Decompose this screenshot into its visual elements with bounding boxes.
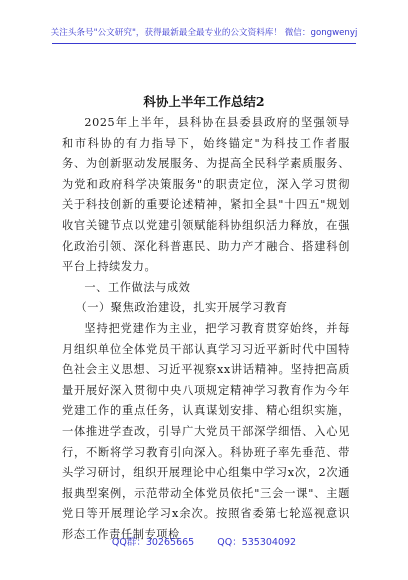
footer-qq: QQ：535304092 — [217, 537, 297, 548]
footer-qq-group: QQ群：30265665 — [111, 537, 195, 548]
header-divider — [52, 43, 356, 44]
subsection-heading: （一）聚焦政治建设，扎实开展学习教育 — [75, 301, 288, 315]
header-banner: 关注头条号"公文研究"，获得最新最全最专业的公文资料库！ 微信：gongwenyj — [50, 28, 358, 38]
footer-contact — [0, 534, 408, 548]
body-paragraph: 坚持把党建作为主业，把学习教育贯穿始终，并每月组织单位全体党员干部认真学习习近平新时代中国特色社会主义思想、习近平视察xx讲话精神。坚持把高质量开展好深入贯彻中央八项规定精神学习教育作为今年党建工作的重点任务，认真谋划安排、精心组织实施，一体推进学查改，引导广大党员干部深学细悟、入心见行，不断将学习教育引向深入。科协班子率先垂范、带头学习研讨，组织开展理论中心组集中学习x次，2次通报典型案例，示范带动全体党员依托"三会一课"、主题党日等开展理论学习x余次。按照省委第七轮巡视意识形态工作责任制专项检 — [62, 321, 350, 541]
document-title: 科协上半年工作总结2 — [143, 94, 265, 109]
document-body — [62, 113, 350, 545]
section-heading: 一、工作做法与成效 — [84, 280, 191, 294]
intro-paragraph: 2025年上半年，县科协在县委县政府的坚强领导和市科协的有力指导下，始终锚定"为科技工作者服务、为创新驱动发展服务、为提高全民科学素质服务、为党和政府科学决策服务"的职责定位，深入学习贯彻关于科技创新的重要论述精神，紧扣全县"十四五"规划收官关键节点以党建引领赋能科协组织活力释放，在强化政治引领、深化科普惠民、助力产才融合、搭建科创平台上持续发力。 — [62, 116, 350, 274]
